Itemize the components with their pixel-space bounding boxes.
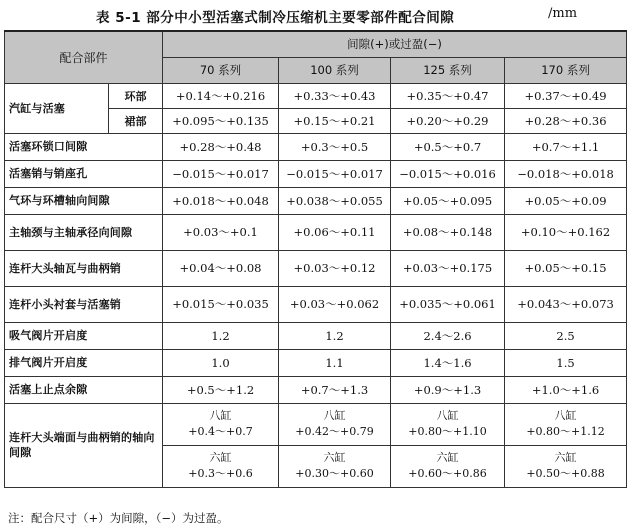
footnote: 注：配合尺寸（+）为间隙，（−）为过盈。 (8, 511, 229, 525)
cell-value: +0.9～+1.3 (391, 376, 505, 403)
cell-value: +0.7～+1.1 (505, 133, 627, 160)
table-row (5, 403, 627, 445)
table-row (5, 376, 627, 403)
sub-label: 裙部 (109, 108, 163, 133)
cell-value: +0.28～+0.36 (505, 108, 627, 133)
cylinder-count-label: 八缸 (323, 409, 346, 422)
part-column-header: 配合部件 (5, 31, 163, 83)
cell-value: +0.043～+0.073 (505, 286, 627, 322)
cell-value: 1.1 (279, 349, 391, 376)
cell-value: +0.05～+0.15 (505, 250, 627, 286)
row-label: 排气阀片开启度 (5, 349, 163, 376)
cylinder-count-label: 八缸 (436, 409, 459, 422)
table-row (5, 133, 627, 160)
stacked-cell (163, 445, 279, 487)
table-row (5, 214, 627, 250)
cell-value: +0.28～+0.48 (163, 133, 279, 160)
row-label: 连杆大头端面与曲柄销的轴向间隙 (5, 403, 163, 487)
stacked-cell (163, 403, 279, 445)
table-row (5, 187, 627, 214)
table-title: 表 5-1 部分中小型活塞式制冷压缩机主要零部件配合间隙 (96, 10, 455, 26)
cell-value: +0.80～+1.10 (408, 425, 487, 438)
cell-value: +0.42～+0.79 (295, 425, 374, 438)
row-label: 连杆大头轴瓦与曲柄销 (5, 250, 163, 286)
cell-value: +0.018～+0.048 (163, 187, 279, 214)
row-label: 连杆小头衬套与活塞销 (5, 286, 163, 322)
cell-value: +0.03～+0.062 (279, 286, 391, 322)
cell-value: +0.50～+0.88 (526, 467, 605, 480)
cell-value: +0.4～+0.7 (188, 425, 253, 438)
cell-value: +0.5～+1.2 (163, 376, 279, 403)
stacked-cell (505, 445, 627, 487)
stacked-cell (505, 403, 627, 445)
cell-value: +0.05～+0.095 (391, 187, 505, 214)
stacked-cell (279, 445, 391, 487)
table-row (5, 83, 627, 108)
series-header: 100 系列 (279, 57, 391, 83)
cell-value: +0.15～+0.21 (279, 108, 391, 133)
cell-value: +0.015～+0.035 (163, 286, 279, 322)
stacked-cell (391, 445, 505, 487)
row-label: 汽缸与活塞 (5, 83, 109, 133)
cell-value: +0.20～+0.29 (391, 108, 505, 133)
cell-value: +0.5～+0.7 (391, 133, 505, 160)
cell-value: +0.03～+0.12 (279, 250, 391, 286)
sub-label: 环部 (109, 83, 163, 108)
cell-value: +0.038～+0.055 (279, 187, 391, 214)
cell-value: +0.35～+0.47 (391, 83, 505, 108)
row-label: 活塞上止点余隙 (5, 376, 163, 403)
table-row (5, 160, 627, 187)
cell-value: −0.015～+0.016 (391, 160, 505, 187)
row-label: 气环与环槽轴向间隙 (5, 187, 163, 214)
cell-value: +0.10～+0.162 (505, 214, 627, 250)
clearance-table (4, 30, 627, 488)
cell-value: +0.05～+0.09 (505, 187, 627, 214)
cylinder-count-label: 六缸 (323, 451, 346, 464)
cell-value: 1.4～1.6 (391, 349, 505, 376)
cell-value: +0.095～+0.135 (163, 108, 279, 133)
cell-value: +0.03～+0.1 (163, 214, 279, 250)
row-label: 活塞环锁口间隙 (5, 133, 163, 160)
cell-value: +0.035～+0.061 (391, 286, 505, 322)
unit-label: /mm (548, 6, 578, 21)
table-row (5, 322, 627, 349)
series-header: 170 系列 (505, 57, 627, 83)
table-row (5, 250, 627, 286)
cell-value: 1.2 (279, 322, 391, 349)
cell-value: 1.2 (163, 322, 279, 349)
cell-value: −0.018～+0.018 (505, 160, 627, 187)
series-header: 70 系列 (163, 57, 279, 83)
cell-value: +0.3～+0.5 (279, 133, 391, 160)
cylinder-count-label: 六缸 (209, 451, 232, 464)
cylinder-count-label: 六缸 (554, 451, 577, 464)
cell-value: +0.03～+0.175 (391, 250, 505, 286)
header-row-1 (5, 31, 627, 57)
stacked-cell (279, 403, 391, 445)
row-label: 主轴颈与主轴承径向间隙 (5, 214, 163, 250)
series-header: 125 系列 (391, 57, 505, 83)
cell-value: 1.5 (505, 349, 627, 376)
cell-value: +1.0～+1.6 (505, 376, 627, 403)
cell-value: +0.30～+0.60 (295, 467, 374, 480)
cell-value: +0.80～+1.12 (526, 425, 605, 438)
cell-value: +0.08～+0.148 (391, 214, 505, 250)
cell-value: +0.37～+0.49 (505, 83, 627, 108)
cell-value: −0.015～+0.017 (163, 160, 279, 187)
group-column-header: 间隙(+)或过盈(−) (163, 31, 627, 57)
cell-value: +0.3～+0.6 (188, 467, 253, 480)
row-label: 吸气阀片开启度 (5, 322, 163, 349)
cell-value: +0.04～+0.08 (163, 250, 279, 286)
title-row (0, 0, 634, 30)
cylinder-count-label: 八缸 (554, 409, 577, 422)
table-row (5, 286, 627, 322)
cell-value: +0.06～+0.11 (279, 214, 391, 250)
cylinder-count-label: 八缸 (209, 409, 232, 422)
table-row (5, 349, 627, 376)
cell-value: +0.14～+0.216 (163, 83, 279, 108)
cell-value: −0.015～+0.017 (279, 160, 391, 187)
cell-value: 2.4～2.6 (391, 322, 505, 349)
cell-value: +0.7～+1.3 (279, 376, 391, 403)
row-label: 活塞销与销座孔 (5, 160, 163, 187)
cylinder-count-label: 六缸 (436, 451, 459, 464)
cell-value: +0.60～+0.86 (408, 467, 487, 480)
cell-value: +0.33～+0.43 (279, 83, 391, 108)
stacked-cell (391, 403, 505, 445)
cell-value: 2.5 (505, 322, 627, 349)
cell-value: 1.0 (163, 349, 279, 376)
